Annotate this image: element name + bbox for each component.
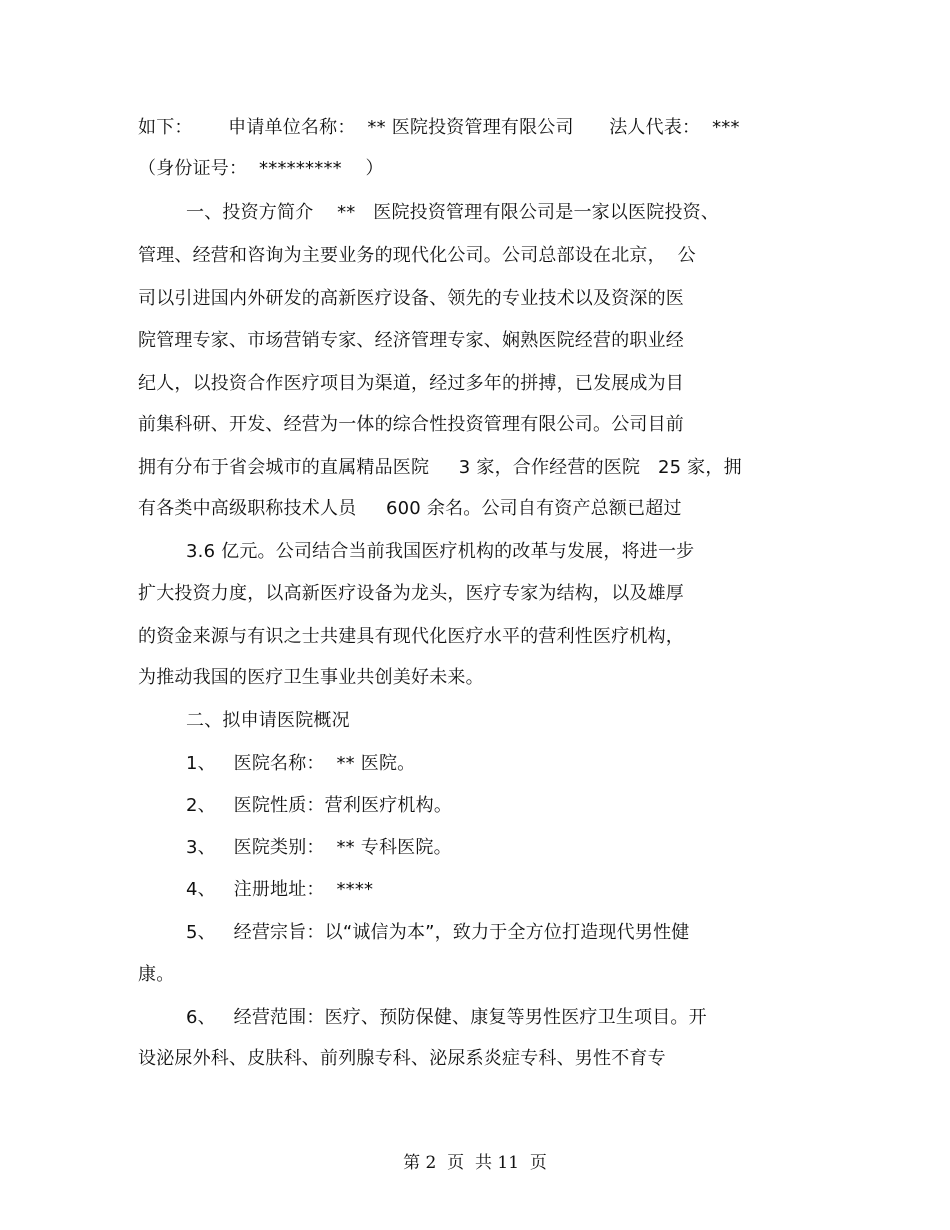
page-number-footer: 第 2 页 共 11 页 — [403, 1153, 547, 1173]
text-line: 管理、经营和咨询为主要业务的现代化公司。公司总部设在北京， 公 — [138, 245, 696, 266]
text-line-id-number: （身份证号： ********* ） — [138, 158, 384, 179]
list-item: 6、 经营范围：医疗、预防保健、康复等男性医疗卫生项目。开 — [186, 1007, 707, 1028]
text-line: 有各类中高级职称技术人员 600 余名。公司自有资产总额已超过 — [138, 498, 682, 519]
text-line: 为推动我国的医疗卫生事业共创美好未来。 — [138, 667, 484, 688]
list-item: 2、 医院性质：营利医疗机构。 — [186, 795, 453, 816]
text-line: 3.6 亿元。公司结合当前我国医疗机构的改革与发展，将进一步 — [186, 541, 695, 562]
text-line: 扩大投资力度，以高新医疗设备为龙头，医疗专家为结构，以及雄厚 — [138, 583, 684, 604]
text-line: 院管理专家、市场营销专家、经济管理专家、娴熟医院经营的职业经 — [138, 330, 684, 351]
list-item: 4、 注册地址： **** — [186, 879, 374, 900]
list-item: 5、 经营宗旨：以“诚信为本”，致力于全方位打造现代男性健 — [186, 922, 690, 943]
text-line: 的资金来源与有识之士共建具有现代化医疗水平的营利性医疗机构， — [138, 626, 684, 647]
list-item: 3、 医院类别： ** 专科医院。 — [186, 837, 452, 858]
text-line-applicant: 如下： 申请单位名称： ** 医院投资管理有限公司 法人代表： *** — [138, 117, 740, 138]
heading-investor-intro: 一、投资方简介 ** 医院投资管理有限公司是一家以医院投资、 — [186, 202, 720, 223]
text-line: 纪人，以投资合作医疗项目为渠道，经过多年的拼搏，已发展成为目 — [138, 373, 684, 394]
text-line: 设泌尿外科、皮肤科、前列腺专科、泌尿系炎症专科、男性不育专 — [138, 1048, 666, 1069]
heading-hospital-overview: 二、拟申请医院概况 — [186, 710, 350, 731]
text-line: 康。 — [138, 964, 175, 985]
text-line: 拥有分布于省会城市的直属精品医院 3 家，合作经营的医院 25 家，拥 — [138, 457, 742, 478]
list-item: 1、 医院名称： ** 医院。 — [186, 753, 416, 774]
text-line: 前集科研、开发、经营为一体的综合性投资管理有限公司。公司目前 — [138, 414, 684, 435]
text-line: 司以引进国内外研发的高新医疗设备、领先的专业技术以及资深的医 — [138, 288, 684, 309]
